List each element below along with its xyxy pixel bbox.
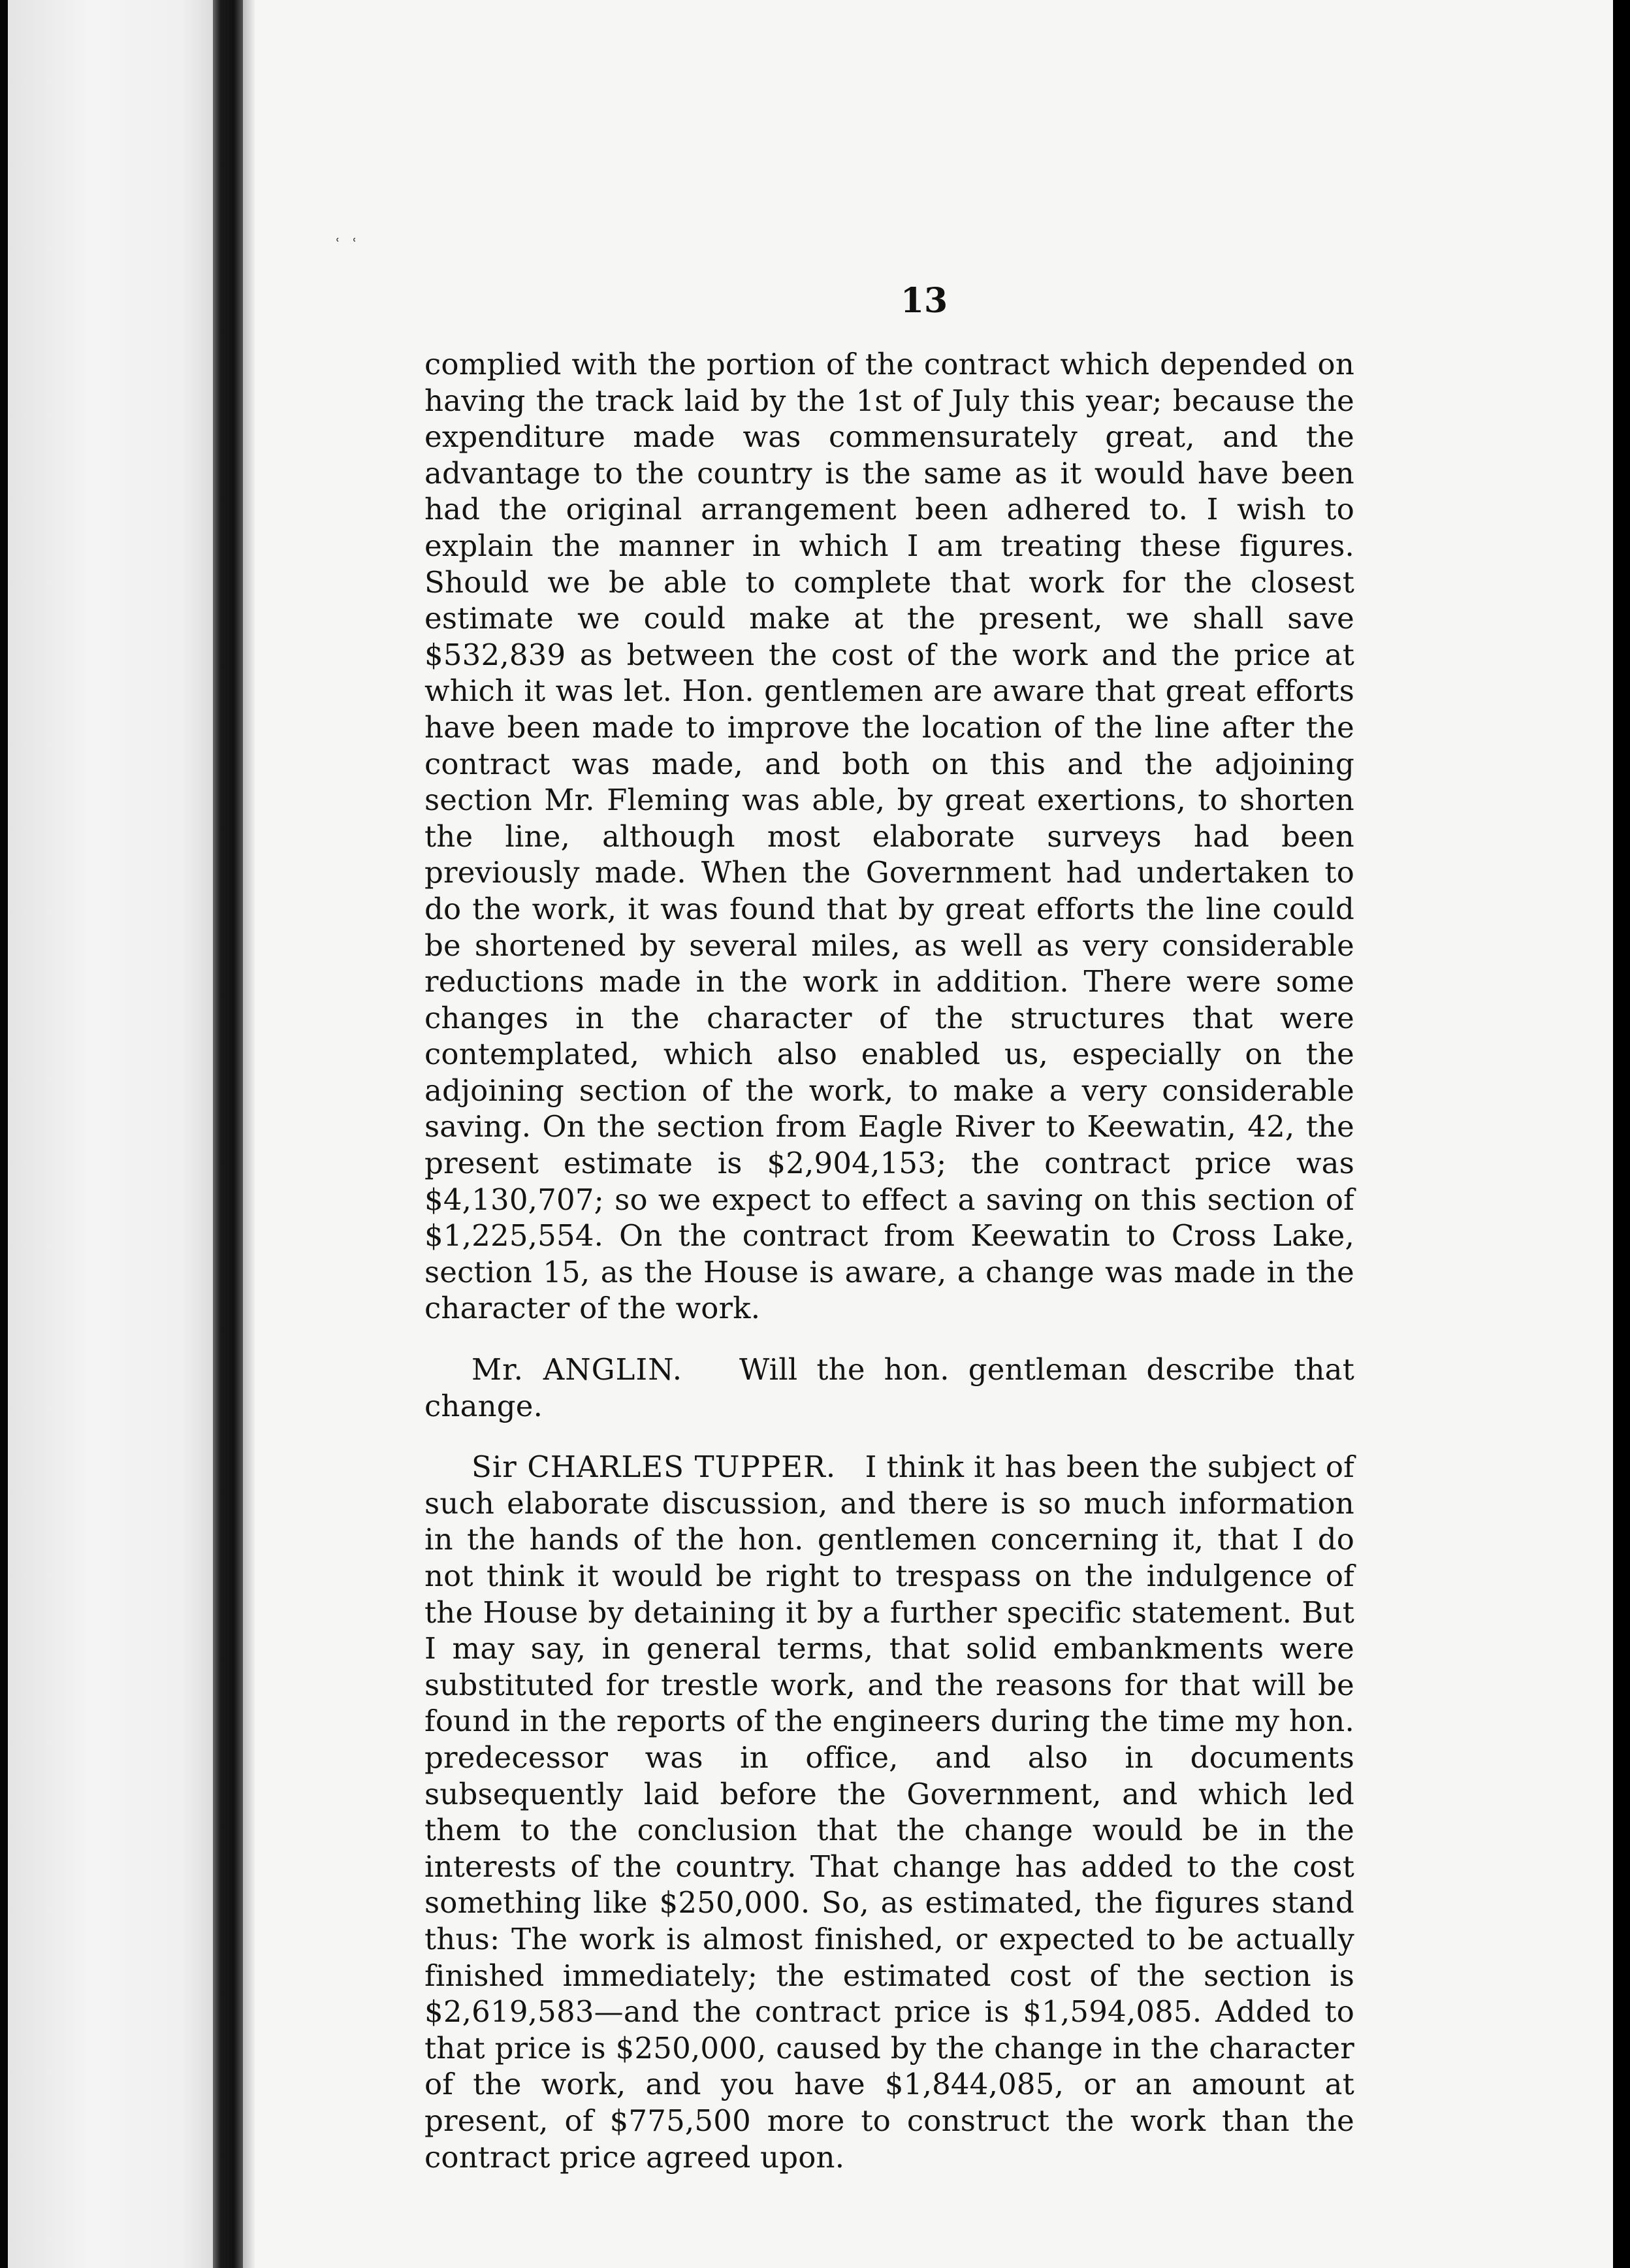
paragraph-3-text: I think it has been the subject of such elaborate discussion, and there is so much information in the hands of the hon. gentlemen concerning it, that I do not think it would be right to trespass on the indulgence of the House by detaining it by a further specific statement. But I may say, in general terms, that solid embankments were substituted for trestle work, and the reasons for that will be found in the reports of the engineers during the time my hon. predecessor was in office, and also in documents subsequently laid before the Government, and which led them to the conclusion that the change would be in the interests of the country. That change has added to the cost something like $250,000. So, as estimated, the figures stand thus: The work is almost finished, or expected to be actually finished immediately; the estimated cost of the section is $2,619,583—and the contract price is $1,594,085. Added to that price is $250,000, caused by the change in the character of the work, and you have $1,844,085, or an amount at present, of $775,500 more to construct the work than the contract price agreed upon. <box>424 1450 1355 2175</box>
paragraph-2-text: Will the hon. gentleman describe that change. <box>424 1352 1354 1423</box>
paragraph-1-text: complied with the portion of the contract which depended on having the track laid by the 1st of July this year; because the expenditure made was commensurately great, and the advantage to the country is the same as it would have been had the original arrangement been adhered to. I wish to explain the manner in which I am treating these figures. Should we be able to complete that work for the closest estimate we could make at the present, we shall save $532,839 as between the cost of the work and the price at which it was let. Hon. gentlemen are aware that great efforts have been made to improve the location of the line after the contract was made, and both on this and the adjoining section Mr. Fleming was able, by great exertions, to shorten the line, although most elaborate surveys had been previously made. When the Government had undertaken to do the work, it was found that by great efforts the line could be shortened by several miles, as well as very considerable reductions made in the work in addition. There were some changes in the character of the structures that were contemplated, which also enabled us, especially on the adjoining section of the work, to make a very considerable saving. On the section from Eagle River to Keewatin, 42, the present estimate is $2,904,153; the contract price was $4,130,707; so we expect to effect a saving on this section of $1,225,554. On the contract from Keewatin to Cross Lake, section 15, as the House is aware, a change was made in the character of the work. <box>424 347 1354 1326</box>
page-number: 13 <box>900 281 948 321</box>
margin-mark: ʿ ʿ <box>336 236 361 253</box>
body-text <box>424 346 1354 2175</box>
gutter-highlight <box>243 0 255 2268</box>
facing-page-blank <box>8 0 213 2268</box>
paragraph-3 <box>424 1449 1354 2175</box>
scan-left-edge <box>0 0 8 2268</box>
book-gutter-shadow <box>213 0 243 2268</box>
paragraph-1 <box>424 346 1354 1327</box>
speaker-name: Mr. ANGLIN. <box>471 1352 683 1387</box>
scan-right-edge <box>1613 0 1630 2268</box>
paragraph-2 <box>424 1352 1354 1424</box>
speaker-name: Sir CHARLES TUPPER. <box>471 1450 837 1485</box>
